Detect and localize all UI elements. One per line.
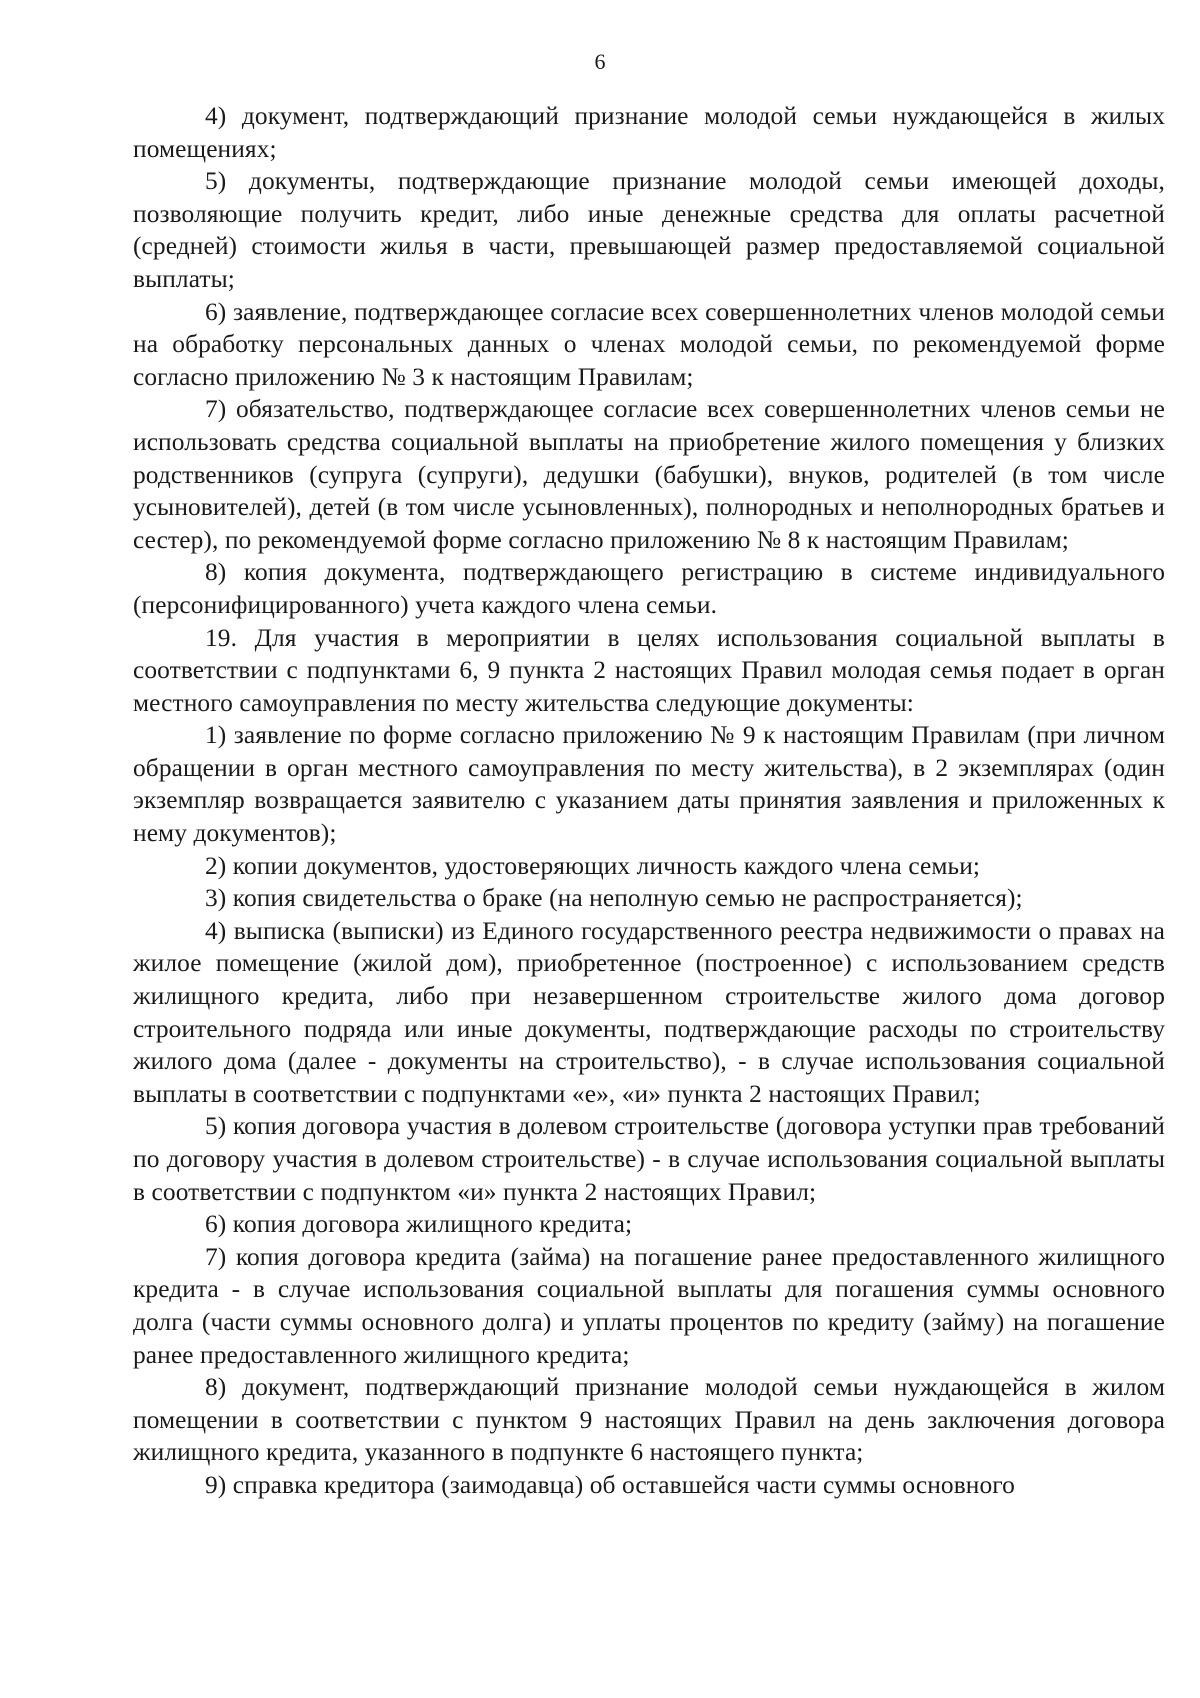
paragraph-item-9-creditor-statement: 9) справка кредитора (заимодавца) об оставшейся части суммы основного [205,1470,1015,1499]
paragraph-item-1-application: 1) заявление по форме согласно приложению № 9 к настоящим Правилам (при личном обращении в орган местного самоуправления по месту жительства), в 2 экземплярах (один экземпляр возвращается заявителю с указанием даты принятия заявления и приложенных к нему документов); [133,721,1165,848]
document-body [133,100,1165,1502]
paragraph-item-5-shared-construction: 5) копия договора участия в долевом строительстве (договора уступки прав требований по договору участия в долевом строительстве) - в случае использования социальной выплаты в соответствии с подпунктом «и» пункта 2 настоящих Правил; [133,1112,1165,1206]
paragraph-item-7-refinancing: 7) копия договора кредита (займа) на погашение ранее предоставленного жилищного кредита - в случае использования социальной выплаты для погашения суммы основного долга (части суммы основного долга) и уплаты процентов по кредиту (займу) на погашение ранее предоставленного жилищного кредита; [133,1242,1165,1369]
paragraph-section-19: 19. Для участия в мероприятии в целях использования социальной выплаты в соответствии с подпунктами 6, 9 пункта 2 настоящих Правил молодая семья подает в орган местного самоуправления по месту жительства следующие документы: [133,623,1165,717]
paragraph-item-3-marriage: 3) копия свидетельства о браке (на неполную семью не распространяется); [205,884,1023,913]
paragraph-item-6-consent: 6) заявление, подтверждающее согласие всех совершеннолетних членов молодой семьи на обработку персональных данных о членах молодой семьи, по рекомендуемой форме согласно приложению № 3 к настоящим Правилам; [133,297,1165,391]
paragraph-item-8-need-confirmation: 8) документ, подтверждающий признание молодой семьи нуждающейся в жилом помещении в соответствии с пунктом 9 настоящих Правил на день заключения договора жилищного кредита, указанного в подпункте 6 настоящего пункта; [133,1373,1165,1467]
paragraph-item-2-id-copies: 2) копии документов, удостоверяющих личность каждого члена семьи; [205,851,981,880]
page-number: 6 [594,49,606,74]
paragraph-item-5-income: 5) документы, подтверждающие признание молодой семьи имеющей доходы, позволяющие получить кредит, либо иные денежные средства для оплаты расчетной (средней) стоимости жилья в части, превышающей размер предоставляемой социальной выплаты; [133,167,1165,293]
paragraph-item-4-housing-need: 4) документ, подтверждающий признание молодой семьи нуждающейся в жилых помещениях; [133,102,1165,163]
paragraph-item-4-registry-extract: 4) выписка (выписки) из Единого государственного реестра недвижимости о правах на жилое помещение (жилой дом), приобретенное (построенное) с использованием средств жилищного кредита, либо при незавершенном строительстве жилого дома договор строительного подряда или иные документы, подтверждающие расходы по строительству жилого дома (далее - документы на строительство), - в случае использования социальной выплаты в соответствии с подпунктами «е», «и» пункта 2 настоящих Правил; [133,916,1165,1108]
paragraph-item-7-obligation: 7) обязательство, подтверждающее согласие всех совершеннолетних членов семьи не использовать средства социальной выплаты на приобретение жилого помещения у близких родственников (супруга (супруги), дедушки (бабушки), внуков, родителей (в том числе усыновителей), детей (в том числе усыновленных), полнородных и неполнородных братьев и сестер), по рекомендуемой форме согласно приложению № 8 к настоящим Правилам; [133,395,1165,554]
paragraph-item-8-registration: 8) копия документа, подтверждающего регистрацию в системе индивидуального (персонифицированного) учета каждого члена семьи. [133,558,1165,619]
paragraph-item-6-credit-contract: 6) копия договора жилищного кредита; [205,1210,633,1239]
